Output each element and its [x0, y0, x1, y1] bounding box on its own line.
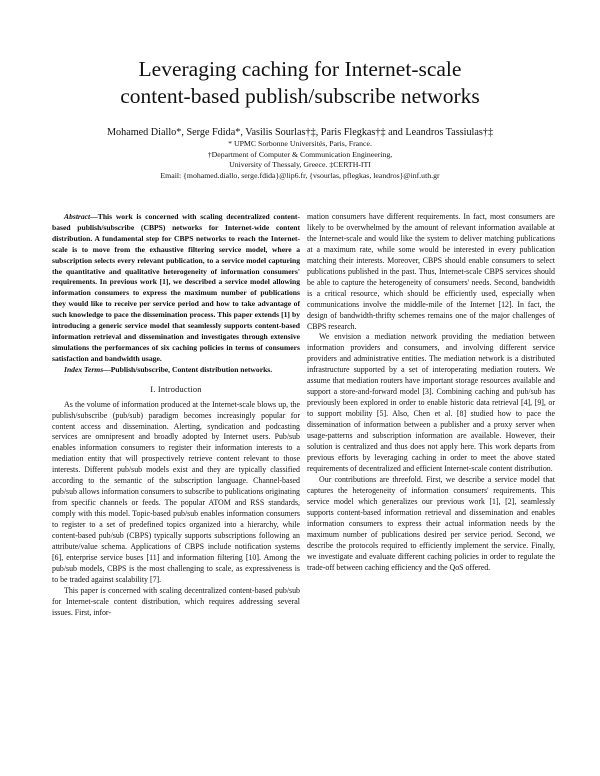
index-terms	[52, 365, 300, 376]
intro-paragraph-1: As the volume of information produced at the Internet-scale blows up, the publish/subscribe (pub/sub) paradigm becomes increasingly popular for content access and dissemination. Alerting, syndication and podcasting services are omnipresent and broadly adopted by Internet users. Pub/sub enables information consumers to register their information interests to a mediation entity that will prospectively retrieve content relevant to those interests. Different pub/sub models exist and they are typically classified according to the semantic of the subscription language. Channel-based pub/sub allows information consumers to subscribe to publications originating from specific channels or feeds. The popular ATOM and RSS standards, comply with this model. Topic-based pub/sub enables information consumers to register to a set of predefined topics organized into a hierarchy, while content-based pub/sub (CBPS) typically supports subscriptions following an attribute/value schema. Applications of CBPS include notification systems [6], enterprise service buses [11] and information filtering [10]. Among the pub/sub models, CBPS is the most challenging to scale, as expressiveness is to be traded against scalability [7].	[52, 399, 300, 584]
abstract	[52, 212, 300, 365]
author-list: Mohamed Diallo*, Serge Fdida*, Vasilis Sourlas†‡, Paris Flegkas†‡ and Leandros Tassiulas†‡	[106, 127, 494, 138]
affiliation-line-3: University of Thessaly, Greece. ‡CERTH-ITI	[229, 160, 371, 169]
index-terms-label: Index Terms	[64, 364, 104, 374]
intro-paragraph-5: Our contributions are threefold. First, we describe a service model that captures the heterogeneity of information consumers' requirements. This service model which generalizes our previous work [1], [2], seamlessly supports content-based information retrieval and dissemination and enables information consumers to express their actual information needs by the maximum number of publications desired per service period. Second, we describe the protocols required to efficiently implement the service. Finally, we investigate and evaluate different caching policies in order to regulate the trade-off between caching efficiency and the QoS offered.	[307, 474, 555, 572]
index-terms-text: —Publish/subscribe, Content distribution networks.	[103, 364, 273, 374]
intro-paragraph-4: We envision a mediation network providing the mediation between information providers and consumers, and involving different service providers and administrative entities. The mediation network is a distributed infrastructure supported by a set of interoperating mediation routers. We assume that mediation routers have important storage resources available and support a store-and-forward model [3]. Combining caching and pub/sub has previously been explored in order to enable historic data retrieval [4], [9], or to support mobility [5]. Also, Chen et al. [8] studied how to pace the dissemination of information between a publisher and a proxy server when usage-patterns and subscription information are available. However, their solution is centralized and thus does not apply here. This work departs from previous efforts by leveraging caching in order to meet the above stated requirements of decentralized and efficient Internet-scale content distribution.	[307, 332, 555, 473]
abstract-label: Abstract	[64, 212, 91, 221]
title-line-2: content-based publish/subscribe networks	[120, 84, 480, 108]
paper-title	[0, 56, 600, 110]
intro-paragraph-3: mation consumers have different requirements. In fact, most consumers are likely to be overwhelmed by the amount of relevant information available at the Internet-scale and would like the system to deliver matching publications at a maximum rate, while some would be interested in every publication matching their interests. Moreover, CBPS should enable consumers to select publications published in the past. Thus, Internet-scale CBPS services should be able to capture the heterogeneity of consumers' needs. Second, bandwidth is a critical resource, which should be efficiently used, especially when communications involve the middle-mile of the Internet [12]. In fact, the design of bandwidth-thrifty schemes remains one of the major challenges of CBPS research.	[307, 212, 555, 331]
left-column	[52, 212, 300, 619]
section-heading-introduction: I. Introduction	[150, 384, 202, 394]
affiliation-email: Email: {mohamed.diallo, serge.fdida}@lip6.fr, {vsourlas, pflegkas, leandros}@inf.uth.gr	[160, 171, 440, 180]
intro-paragraph-2: This paper is concerned with scaling decentralized content-based pub/sub for Internet-scale content distribution, which requires addressing several issues. First, infor-	[52, 585, 300, 617]
affiliation-line-2: †Department of Computer & Communication Engineering,	[207, 150, 393, 159]
abstract-text: —This work is concerned with scaling decentralized content-based publish/subscribe (CBPS) networks for Internet-wide content distribution. A fundamental step for CBPS networks to reach the Internet-scale is to move from the exhaustive filtering service model, where a subscription selects every relevant publication, to a service model capturing the quantitative and qualitative heterogeneity of information consumers' requirements. In previous work [1], we described a service model allowing information consumers to express the maximum number of publications they would like to receive per service period and how to take advantage of such knowledge to pace the dissemination process. This paper extends [1] by introducing a generic service model that seamlessly supports content-based information retrieval and dissemination and investigates through extensive simulations the performances of six caching policies in terms of consumers satisfaction and bandwidth usage.	[52, 212, 300, 363]
affiliation-line-1: * UPMC Sorbonne Universités, Paris, France.	[228, 139, 372, 148]
title-line-1: Leveraging caching for Internet-scale	[138, 57, 462, 81]
right-column	[307, 212, 555, 573]
